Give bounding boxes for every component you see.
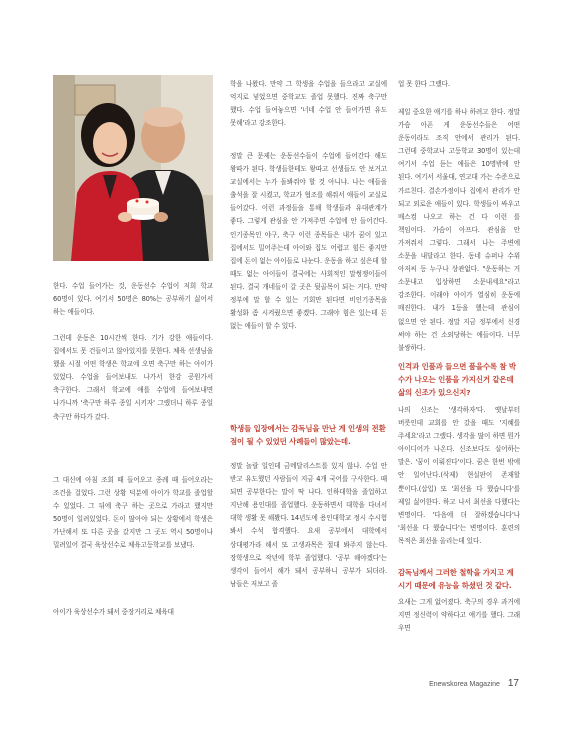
section-heading: 감독님께서 그러한 철학을 가지고 계시기 때문에 유능을 하셨던 것 같다.	[398, 568, 514, 591]
page-footer	[429, 678, 519, 689]
page-number: 17	[507, 678, 519, 689]
section-heading: 학생들 입장에서는 감독님을 만난 게 인생의 전환점이 될 수 있었던 사례들이 많았는데.	[230, 424, 386, 447]
body-paragraph: 제일 중요한 얘기를 하나 하려고 한다. 정말 가슴 아픈 게 운동선수들은 어떤 운동이라도 조직 안에서 관리가 된다. 그런데 중학교나 고등학교 30명이 있는데 여기서 수업 듣는 애들은 10명밖에 안 된다. 여기서 서울대, 연고대 가는 수준으로 가르친다. 결손가정이나 집에서 관리가 안 되고 외로운 애들이 있다. 학생들이 싸우고 매스컴 나오고 하는 건 다 이런 를 책임이다. 가슴이 아프다. 관심을 안 가져줘서 그렇다. 그래서 나는 주변에 소문을 내달라고 한다. 동네 슈퍼나 수위 아저씨 등 누구나 상관없다. "운동하는 거 소문내고 입상하면 소문내세요"라고 강조한다. 이래야 아이가 열심히 운동에 매진한다. 내가 1등을 했는데 관심이 없으면 안 된다. 정말 지금 정부에서 신경 써야 하는 건 소외당하는 애들이다. 너무 불쌍하다.	[398, 108, 520, 352]
body-paragraph: 업 못 한다 그랬다.	[398, 80, 450, 88]
body-paragraph: 학을 나왔다. 만약 그 학생을 수업을 들으라고 교실에 억지로 넣었으면 중학교도 졸업 못했다. 진짜 축구만 했다. 수업 들여놓으면 '너네 수업 안 들어가면 유도 못해'라고 강조한다.	[230, 80, 387, 128]
body-paragraph: 그 대신에 아침 조회 때 들어오고 종례 때 들어오라는 조건을 걸었다. 그런 상황 덕분에 아이가 학교를 졸업할 수 있었다. 그 뒤에 축구 하는 곳으로 가라고 했지만 50명이 일려있었다. 돈이 많아야 되는 상황에서 학생은 가난해서 또 다른 곳을 갔지만 그 곳도 역시 50명이나 밀려있어 결국 육상선수로 체육고등학교를 보냈다.	[53, 476, 213, 550]
body-paragraph: 아이가 육상선수가 돼서 중장거리로 체육대	[53, 608, 174, 616]
body-paragraph: 정말 놀랄 일인데 금메달리스트를 있지 않나. 수업 안 받고 유도했던 사람들이 지금 4개 국어를 구사한다. 때 되면 공부한다는 말이 딱 나다. 인하대학을 졸업하고 지난해 용인대를 졸업했다. 운동하면서 대학을 다녀서 대학 생활 못 해봤다. 14년도에 용인대학교 정시 수시험 봐서 수석 합격했다. 요새 공부에서 대학에서 상대평가라 해서 또 고생과목은 절대 봐주지 않는다. 장학생으로 작년에 학부 졸업했다. '공부 해야겠다'는 생각이 들어서 해가 돼서 공부하니 공부가 되더라. 남들은 저보고 졸	[230, 462, 387, 588]
magazine-name: Enewskorea Magazine	[429, 681, 500, 688]
body-paragraph: 그런데 운동은 10시간씩 한다. 기가 강한 애들이다. 집에서도 못 건들이고 않아있지를 못한다. 체육 선생님을 했을 시절 어떤 학생은 학교에 오면 축구만 하는 아이가 있었다. 수업을 들어보내도 나가서 한강 공원가서 축구한다. 그래서 학교에 애를 수업에 들여보내면 나가니까 '축구만 하루 종일 시키자' 그랬더니 하루 종일 축구만 하다가 갔다.	[53, 334, 213, 421]
interview-photo	[53, 75, 213, 261]
body-paragraph: 정말 큰 문제는 운동선수들이 수업에 들어간다 해도 왕따가 된다. 학생들한테도 왕따고 선생들도 안 보거고 교실에서는 누가 돌봐줘야 할 것 아니냐. 나는 애들을 출석을 잘 시켰고, 학교가 협조를 해줘서 애들이 교실로 들어갔다. 이런 과정들을 통해 학생들과 유대관계가 좋다. 그렇게 관심을 안 가져주면 수업에 안 들어간다. 인기종목인 야구, 축구 이런 종목들은 내가 꿈이 있고 집에서도 밀어주는데 아이와 집도 어렵고 힘든 좋지만 집에 돈이 없는 아이들로 나눈다. 운동을 하고 싶은데 할 때도 없는 아이들이 결국에는 사회적인 말썽쟁이들이 된다. 결국 개네들이 갈 곳은 뒷골목이 되는 거다. 만약 정부에 말 할 수 있는 기회만 된다면 비인기종목을 활성화 좀 시켜줬으면 좋겠다. 그래야 힘은 있는데 돈 없는 애들이 할 수 있다.	[230, 152, 387, 331]
photo-illustration	[53, 75, 213, 261]
body-paragraph: 한다. 수업 들어가는 것, 운동선수 수업이 저희 학교 60명이 있다. 여기서 50명은 80%는 공부하기 싫어서 하는 애들이다.	[53, 282, 213, 317]
body-paragraph: 나의 신조는 '생각하자'다. 옛날부터 버릇인데 교회를 안 갔을 때도 '지혜를 주세요'라고 그랬다. 생각을 많이 하면 뭔가 아이디어가 나온다. 신조보다도 실어하는 말은. '꿈이 이뤄진다'이다. 꿈은 한번 밖에 안 일어난다.(삭제) 현실판이 존재할 뿐이다.(삽입) 또 '최선을 다 했습니다'를 제일 싫어한다. 하고 나서 최선을 다했다는 변명이다. '다음에 더 잘하겠습니다'나 '최선을 다 했습니다'는 변명이다. 훈련의 목적은 최선을 올리는데 있다.	[398, 406, 520, 545]
section-heading: 인격과 인품과 들으면 품을수록 참 박수가 나오는 인품을 가지신거 같은데 삶의 신조가 있으신지?	[398, 362, 516, 398]
body-paragraph: 요새는 그게 없어졌다. 축구의 경우 과거에 지면 정신력이 약하다고 얘기를 했다. 그래 우면	[398, 598, 520, 633]
